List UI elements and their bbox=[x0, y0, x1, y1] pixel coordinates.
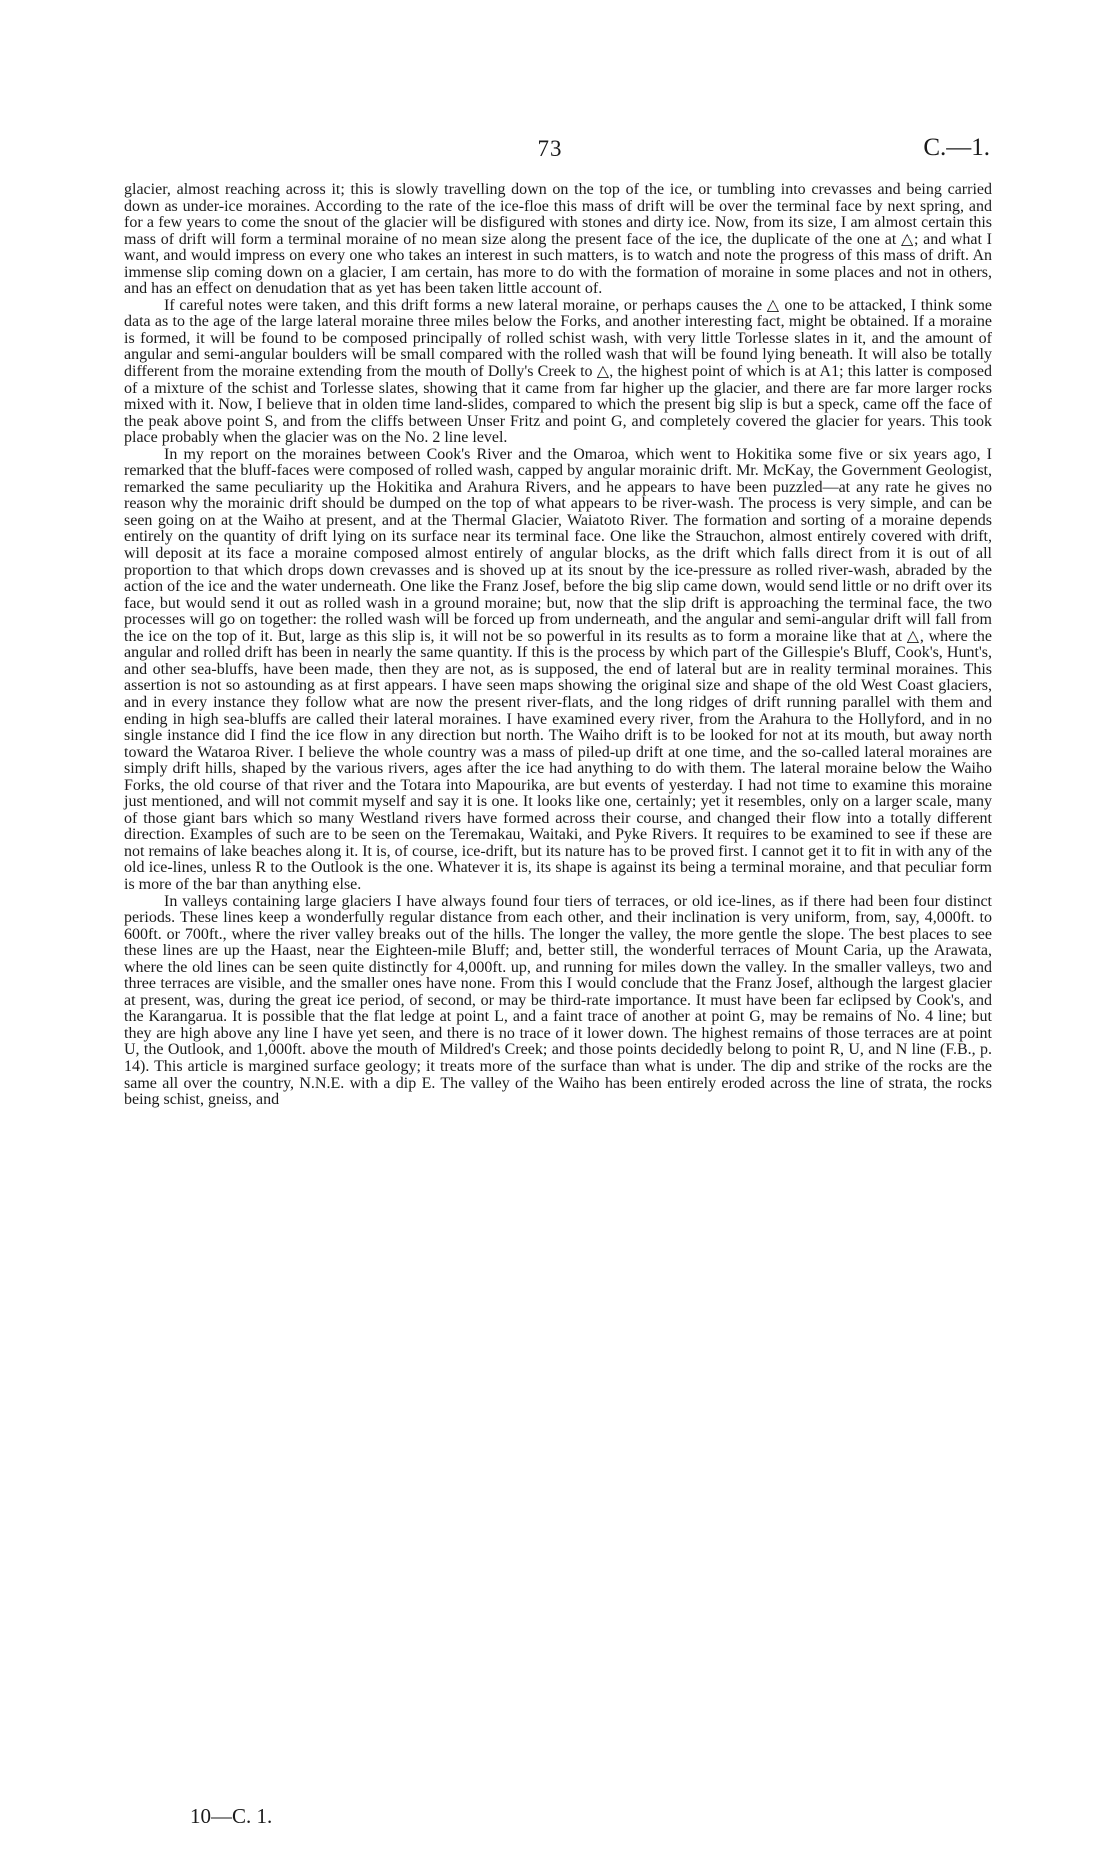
paragraph-4: In valleys containing large glaciers I have always found four tiers of terraces, or old ice-lines, as if there had been four distinct periods. These lines keep a wonderfully regular distance from each other, and their inclination is very uniform, from, say, 4,000ft. to 600ft. or 700ft., where the river valley breaks out of the hills. The longer the valley, the more gentle the slope. The best places to see these lines are up the Haast, near the Eighteen-mile Bluff; and, better still, the wonderful terraces of Mount Caria, up the Arawata, where the old lines can be seen quite distinctly for 4,000ft. up, and running for miles down the valley. In the smaller valleys, two and three terraces are visible, and the smaller ones have none. From this I would conclude that the Franz Josef, although the largest glacier at present, was, during the great ice period, of second, or may be third-rate importance. It must have been far eclipsed by Cook's, and the Karangarua. It is possible that the flat ledge at point L, and a faint trace of another at point G, may be remains of No. 4 line; but they are high above any line I have yet seen, and there is no trace of it lower down. The highest remains of those terraces are at point U, the Outlook, and 1,000ft. above the mouth of Mildred's Creek; and those points decidedly belong to point R, U, and N line (F.B., p. 14). This article is margined surface geology; it treats more of the surface than what is under. The dip and strike of the rocks are the same all over the country, N.N.E. with a dip E. The valley of the Waiho has been entirely eroded across the line of strata, the rocks being schist, gneiss, and bbox=[124, 892, 992, 1109]
document-reference: C.—1. bbox=[923, 134, 990, 161]
signature-mark: 10—C. 1. bbox=[190, 1804, 273, 1828]
paragraph-3: In my report on the moraines between Cook's River and the Omaroa, which went to Hokitika some five or six years ago, I remarked that the bluff-faces were composed of rolled wash, capped by angular morainic drift. Mr. McKay, the Government Geologist, remarked the same peculiarity up the Hokitika and Arahura Rivers, and he appears to have been puzzled—at any rate he gives no reason why the morainic drift should be dumped on the top of what appears to be river-wash. The process is very simple, and can be seen going on at the Waiho at present, and at the Thermal Glacier, Waiatoto River. The formation and sorting of a moraine depends entirely on the quantity of drift lying on its surface near its terminal face. One like the Strauchon, almost entirely covered with drift, will deposit at its face a moraine composed almost entirely of angular blocks, as the drift which falls direct from it is out of all proportion to that which drops down crevasses and is shoved up at its snout by the ice-pressure as rolled river-wash, abraded by the action of the ice and the water underneath. One like the Franz Josef, before the big slip came down, would send little or no drift over its face, but would send it out as rolled wash in a ground moraine; but, now that the slip drift is approaching the terminal face, the two processes will go on together: the rolled wash will be forced up from underneath, and the angular and semi-angular drift will fall from the ice on the top of it. But, large as this slip is, it will not be so powerful in its results as to form a moraine like that at △, where the angular and rolled drift has been in nearly the same quantity. If this is the process by which part of the Gillespie's Bluff, Cook's, Hunt's, and other sea-bluffs, have been made, then they are not, as is supposed, the end of lateral but are in reality terminal moraines. This assertion is not so astounding as at first appears. I have seen maps showing the original size and shape of the old West Coast glaciers, and in every instance they follow what are now the present river-flats, and the long ridges of drift running parallel with them and ending in high sea-bluffs are called their lateral moraines. I have examined every river, from the Arahura to the Hollyford, and in no single instance did I find the ice flow in any direction but north. The Waiho drift is to be looked for not at its mouth, but away north toward the Wataroa River. I believe the whole country was a mass of piled-up drift at one time, and the so-called lateral moraines are simply drift hills, shaped by the various rivers, ages after the ice had anything to do with them. The lateral moraine below the Waiho Forks, the old course of that river and the Totara into Mapourika, are but events of yesterday. I had not time to examine this moraine just mentioned, and will not commit myself and say it is one. It looks like one, certainly; yet it resembles, only on a larger scale, many of those giant bars which so many Westland rivers have formed across their course, and changed their flow into a totally different direction. Examples of such are to be seen on the Teremakau, Waitaki, and Pyke Rivers. It requires to be examined to see if these are not remains of lake beaches along it. It is, of course, ice-drift, but its nature has to be proved first. I cannot get it to fit in with any of the old ice-lines, unless R to the Outlook is the one. Whatever it is, its shape is against its being a terminal moraine, and that peculiar form is more of the bar than anything else. bbox=[124, 445, 992, 893]
body-text bbox=[124, 182, 992, 1109]
paragraph-2: If careful notes were taken, and this drift forms a new lateral moraine, or perhaps causes the △ one to be attacked, I think some data as to the age of the large lateral moraine three miles below the Forks, and another interesting fact, might be obtained. If a moraine is formed, it will be found to be composed principally of rolled schist wash, with very little Torlesse slates in it, and the amount of angular and semi-angular boulders will be small compared with the rolled wash that will be found lying beneath. It will also be totally different from the moraine extending from the mouth of Dolly's Creek to △, the highest point of which is at A1; this latter is composed of a mixture of the schist and Torlesse slates, showing that it came from far higher up the glacier, and there are far more larger rocks mixed with it. Now, I believe that in olden time land-slides, compared to which the present big slip is but a speck, came off the face of the peak above point S, and from the cliffs between Unser Fritz and point G, and completely covered the glacier for years. This took place probably when the glacier was on the No. 2 line level. bbox=[124, 296, 992, 447]
paragraph-1: glacier, almost reaching across it; this is slowly travelling down on the top of the ice, or tumbling into crevasses and being carried down as under-ice moraines. According to the rate of the ice-floe this mass of drift will be over the terminal face by next spring, and for a few years to come the snout of the glacier will be disfigured with stones and dirty ice. Now, from its size, I am almost certain this mass of drift will form a terminal moraine of no mean size along the present face of the ice, the duplicate of the one at △; and what I want, and would impress on every one who takes an interest in such matters, is to watch and note the progress of this mass of drift. An immense slip coming down on a glacier, I am certain, has more to do with the formation of moraine in some places and not in others, and has an effect on denudation that as yet has been taken little account of. bbox=[124, 181, 992, 298]
page-number: 73 bbox=[537, 136, 563, 161]
